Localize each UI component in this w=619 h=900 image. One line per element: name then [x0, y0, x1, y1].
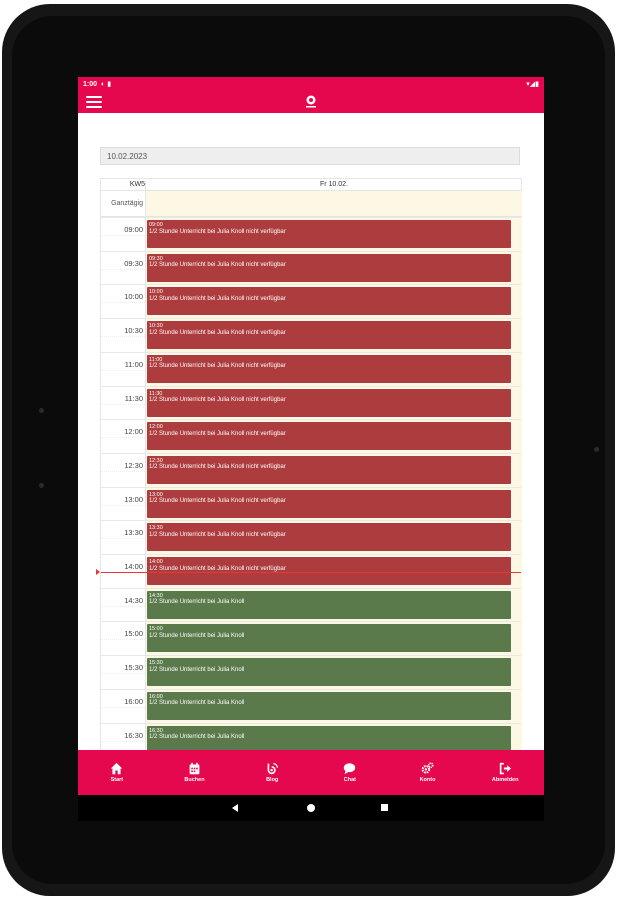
school-logo[interactable] — [304, 94, 318, 110]
time-label: 09:00 — [124, 225, 143, 234]
nav-label: Start — [110, 777, 124, 783]
event-time: 11:00 — [149, 356, 163, 363]
time-label: 14:30 — [124, 595, 143, 605]
status-system-icons: ▾◢▮ — [526, 81, 539, 88]
half-hour-divider — [101, 606, 145, 607]
event-time: 14:30 — [149, 592, 163, 599]
half-hour-divider — [101, 673, 145, 674]
nav-label: Blog — [266, 777, 279, 783]
event-time: 16:30 — [149, 727, 163, 734]
time-label: 11:30 — [124, 393, 143, 403]
time-label: 12:00 — [124, 427, 143, 437]
event-title: 1/2 Stunde Unterricht bei Julia Knoll nicht verfügbar — [149, 262, 286, 269]
allday-label: Ganztägig — [111, 200, 143, 207]
event-time: 09:30 — [149, 255, 163, 262]
time-label: 13:00 — [124, 494, 143, 504]
unavailable-lesson-event[interactable] — [147, 490, 511, 518]
event-title: 1/2 Stunde Unterricht bei Julia Knoll nicht verfügbar — [149, 363, 286, 370]
tablet-camera — [594, 447, 599, 452]
event-title: 1/2 Stunde Unterricht bei Julia Knoll — [149, 599, 245, 606]
event-title: 1/2 Stunde Unterricht bei Julia Knoll nicht verfügbar — [149, 397, 286, 403]
event-time: 13:00 — [149, 491, 163, 498]
gears-icon — [421, 762, 434, 775]
available-lesson-event[interactable] — [147, 624, 511, 652]
nav-buchen[interactable] — [156, 750, 234, 795]
date-field[interactable]: 10.02.2023 — [100, 147, 520, 165]
time-label: 10:00 — [124, 292, 143, 302]
recents-icon[interactable] — [381, 804, 388, 811]
tablet-sensor — [39, 483, 44, 488]
event-time: 15:30 — [149, 660, 163, 667]
event-time: 13:30 — [149, 525, 163, 532]
half-hour-divider — [101, 269, 145, 270]
unavailable-lesson-event[interactable] — [147, 321, 511, 349]
hamburger-menu-icon[interactable] — [86, 96, 102, 108]
nav-konto[interactable] — [389, 750, 467, 795]
event-title: 1/2 Stunde Unterricht bei Julia Knoll nicht verfügbar — [149, 430, 286, 437]
event-title: 1/2 Stunde Unterricht bei Julia Knoll — [149, 734, 245, 740]
available-lesson-event[interactable] — [147, 692, 511, 720]
event-title: 1/2 Stunde Unterricht bei Julia Knoll nicht verfügbar — [149, 498, 286, 505]
home-button-icon[interactable] — [307, 804, 315, 812]
unavailable-lesson-event[interactable] — [147, 422, 511, 450]
blog-icon — [266, 762, 279, 775]
current-time-line — [101, 572, 521, 573]
unavailable-lesson-event[interactable] — [147, 389, 511, 417]
half-hour-divider — [101, 404, 145, 405]
time-label: 09:30 — [124, 258, 143, 268]
unavailable-lesson-event[interactable] — [147, 254, 511, 282]
half-hour-divider — [101, 370, 145, 371]
time-label: 15:30 — [124, 663, 143, 673]
unavailable-lesson-event[interactable] — [147, 456, 511, 484]
tablet-sensor — [39, 408, 44, 413]
time-label: 16:30 — [124, 730, 143, 740]
system-navigation-bar — [78, 795, 544, 821]
half-hour-divider — [101, 707, 145, 708]
event-title: 1/2 Stunde Unterricht bei Julia Knoll — [149, 666, 245, 673]
unavailable-lesson-event[interactable] — [147, 523, 511, 551]
event-title: 1/2 Stunde Unterricht bei Julia Knoll nicht verfügbar — [149, 464, 286, 471]
nav-blog[interactable] — [233, 750, 311, 795]
app-screen — [78, 77, 544, 821]
logout-icon — [499, 762, 512, 775]
half-hour-divider — [101, 336, 145, 337]
event-time: 10:30 — [149, 323, 163, 330]
current-time-marker — [96, 569, 100, 575]
event-title: 1/2 Stunde Unterricht bei Julia Knoll nicht verfügbar — [149, 531, 286, 538]
time-label: 12:30 — [124, 460, 143, 470]
time-label: 15:00 — [124, 629, 143, 639]
event-title: 1/2 Stunde Unterricht bei Julia Knoll nicht verfügbar — [149, 228, 286, 235]
unavailable-lesson-event[interactable] — [147, 287, 511, 315]
event-time: 16:00 — [149, 693, 163, 700]
nav-label: Chat — [343, 777, 356, 783]
event-title: 1/2 Stunde Unterricht bei Julia Knoll — [149, 632, 245, 639]
event-title: 1/2 Stunde Unterricht bei Julia Knoll nicht verfügbar — [149, 295, 286, 302]
unavailable-lesson-event[interactable] — [147, 557, 511, 585]
event-time: 11:30 — [149, 390, 163, 397]
time-label: 14:00 — [124, 562, 143, 571]
event-time: 12:00 — [149, 424, 163, 431]
time-label: 10:30 — [124, 326, 143, 336]
available-lesson-event[interactable] — [147, 591, 511, 619]
day-header: Fr 10.02. — [145, 181, 522, 192]
half-hour-divider — [101, 235, 145, 236]
unavailable-lesson-event[interactable] — [147, 220, 511, 248]
calendar-header — [101, 178, 521, 191]
status-notification-icons: ◐ ▮ — [101, 81, 112, 88]
time-label: 13:30 — [124, 528, 143, 538]
week-number: KW5 — [129, 181, 145, 188]
time-label: 16:00 — [124, 696, 143, 706]
event-time: 14:00 — [149, 559, 163, 565]
half-hour-divider — [101, 538, 145, 539]
home-icon — [110, 762, 123, 775]
nav-label: Buchen — [184, 777, 205, 783]
event-title: 1/2 Stunde Unterricht bei Julia Knoll nicht verfügbar — [149, 565, 286, 572]
half-hour-divider — [101, 302, 145, 303]
allday-row — [101, 191, 521, 217]
event-title: 1/2 Stunde Unterricht bei Julia Knoll nicht verfügbar — [149, 329, 286, 336]
allday-cell[interactable] — [145, 191, 522, 216]
half-hour-divider — [101, 639, 145, 640]
nav-label: Abmelden — [491, 777, 519, 783]
calendar-icon — [188, 762, 201, 775]
back-icon[interactable] — [232, 804, 238, 812]
nav-label: Konto — [419, 777, 436, 783]
event-time: 09:00 — [149, 222, 163, 228]
status-bar — [78, 77, 544, 91]
half-hour-divider — [101, 471, 145, 472]
event-time: 15:00 — [149, 626, 163, 633]
chat-icon — [343, 762, 356, 775]
half-hour-divider — [101, 505, 145, 506]
event-title: 1/2 Stunde Unterricht bei Julia Knoll — [149, 700, 245, 707]
nav-chat[interactable] — [311, 750, 389, 795]
status-time: 1:00 — [83, 80, 98, 88]
day-calendar — [100, 178, 522, 821]
event-time: 10:00 — [149, 289, 163, 296]
nav-start[interactable] — [78, 750, 156, 795]
event-time: 12:30 — [149, 457, 163, 464]
available-lesson-event[interactable] — [147, 658, 511, 686]
nav-abmelden[interactable] — [466, 750, 544, 795]
app-bar — [78, 91, 544, 113]
half-hour-divider — [101, 741, 145, 742]
half-hour-divider — [101, 437, 145, 438]
unavailable-lesson-event[interactable] — [147, 355, 511, 383]
time-label: 11:00 — [124, 359, 143, 369]
bottom-navigation — [78, 750, 544, 795]
